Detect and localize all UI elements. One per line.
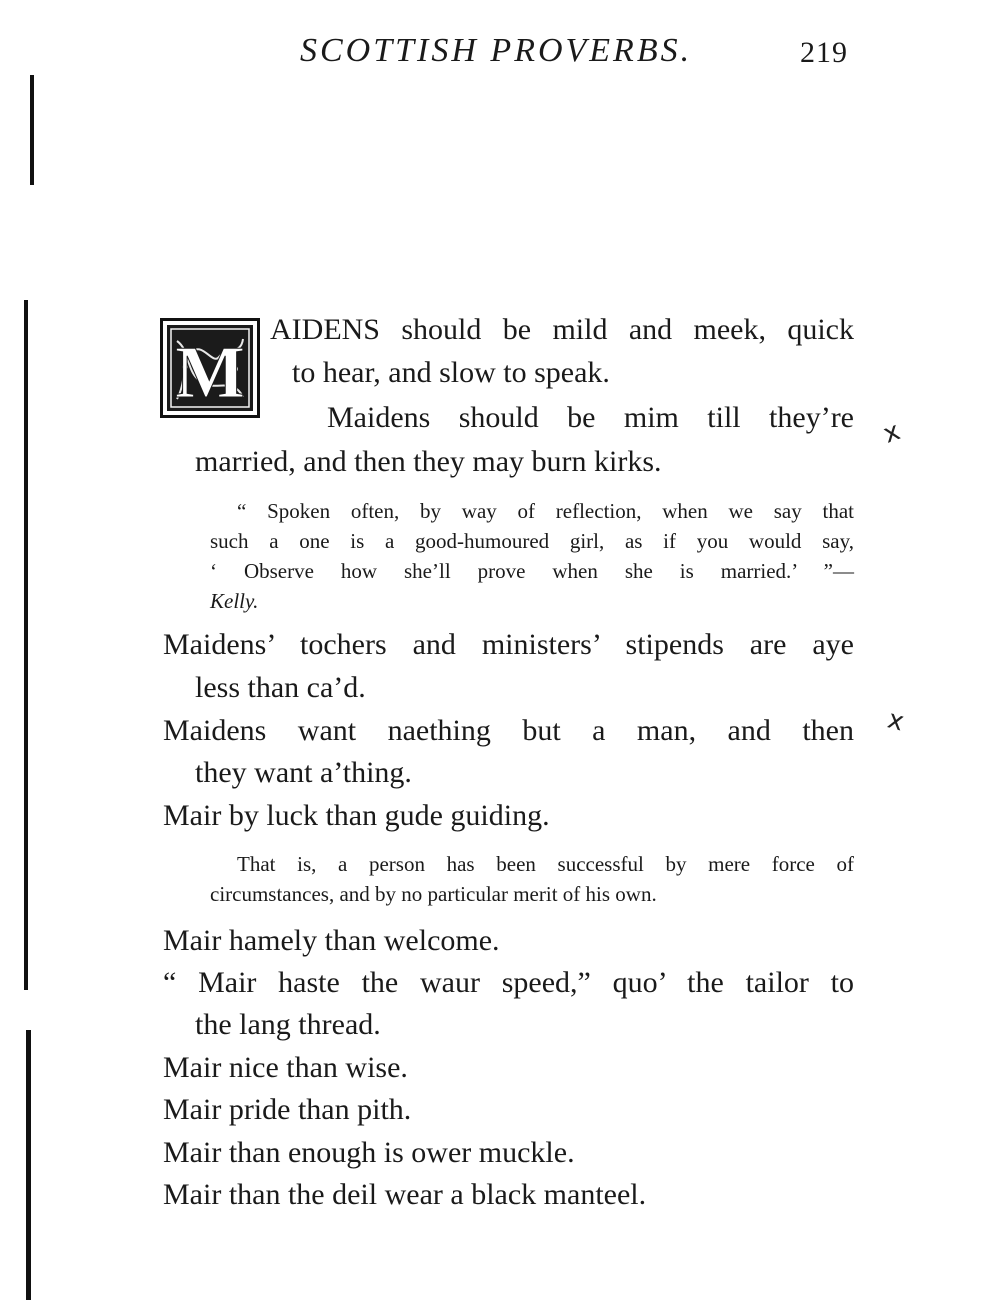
- entry-7-line-2: the lang thread.: [195, 1008, 381, 1041]
- entry-2-line-2: married, and then they may burn kirks.: [195, 445, 662, 478]
- entry-1-line-1: AIDENS should be mild and meek, quick: [270, 313, 854, 346]
- entry-1-line-2: to hear, and slow to speak.: [292, 356, 610, 389]
- entry-8-line-1: Mair nice than wise.: [163, 1051, 408, 1084]
- note-kelly-line-3: ‘ Observe how she’ll prove when she is married.’ ”—: [210, 559, 854, 583]
- page-number: 219: [800, 36, 848, 69]
- entry-3-line-1: Maidens’ tochers and ministers’ stipends are aye: [163, 628, 854, 661]
- running-head-title: SCOTTISH PROVERBS.: [300, 32, 693, 69]
- note-kelly-attribution: Kelly.: [210, 589, 259, 613]
- note-kelly-line-2: such a one is a good-humoured girl, as if you would say,: [210, 529, 854, 553]
- drop-cap-box: [160, 318, 260, 418]
- note-luck-line-2: circumstances, and by no particular merit of his own.: [210, 882, 657, 906]
- entry-9-line-1: Mair pride than pith.: [163, 1093, 412, 1126]
- note-kelly-line-1: “ Spoken often, by way of reflection, when we say that: [237, 499, 854, 523]
- drop-cap-letter: M: [175, 332, 245, 414]
- entry-3-line-2: less than ca’d.: [195, 671, 366, 704]
- binding-edge-top: [30, 75, 34, 185]
- binding-edge-bottom: [26, 1030, 31, 1300]
- margin-mark-1: x: [879, 416, 905, 450]
- entry-2-line-1: Maidens should be mim till they’re: [327, 401, 854, 434]
- drop-cap-ornament: [163, 321, 257, 415]
- margin-mark-2: x: [884, 704, 908, 738]
- note-luck-line-1: That is, a person has been successful by mere force of: [237, 852, 854, 876]
- entry-4-line-1: Maidens want naething but a man, and then: [163, 714, 854, 747]
- entry-5-line-1: Mair by luck than gude guiding.: [163, 799, 550, 832]
- binding-edge-middle: [24, 300, 28, 990]
- entry-10-line-1: Mair than enough is ower muckle.: [163, 1136, 575, 1169]
- entry-6-line-1: Mair hamely than welcome.: [163, 924, 500, 957]
- entry-4-line-2: they want a’thing.: [195, 756, 412, 789]
- entry-7-line-1: “ Mair haste the waur speed,” quo’ the tailor to: [163, 966, 854, 999]
- entry-11-line-1: Mair than the deil wear a black manteel.: [163, 1178, 647, 1211]
